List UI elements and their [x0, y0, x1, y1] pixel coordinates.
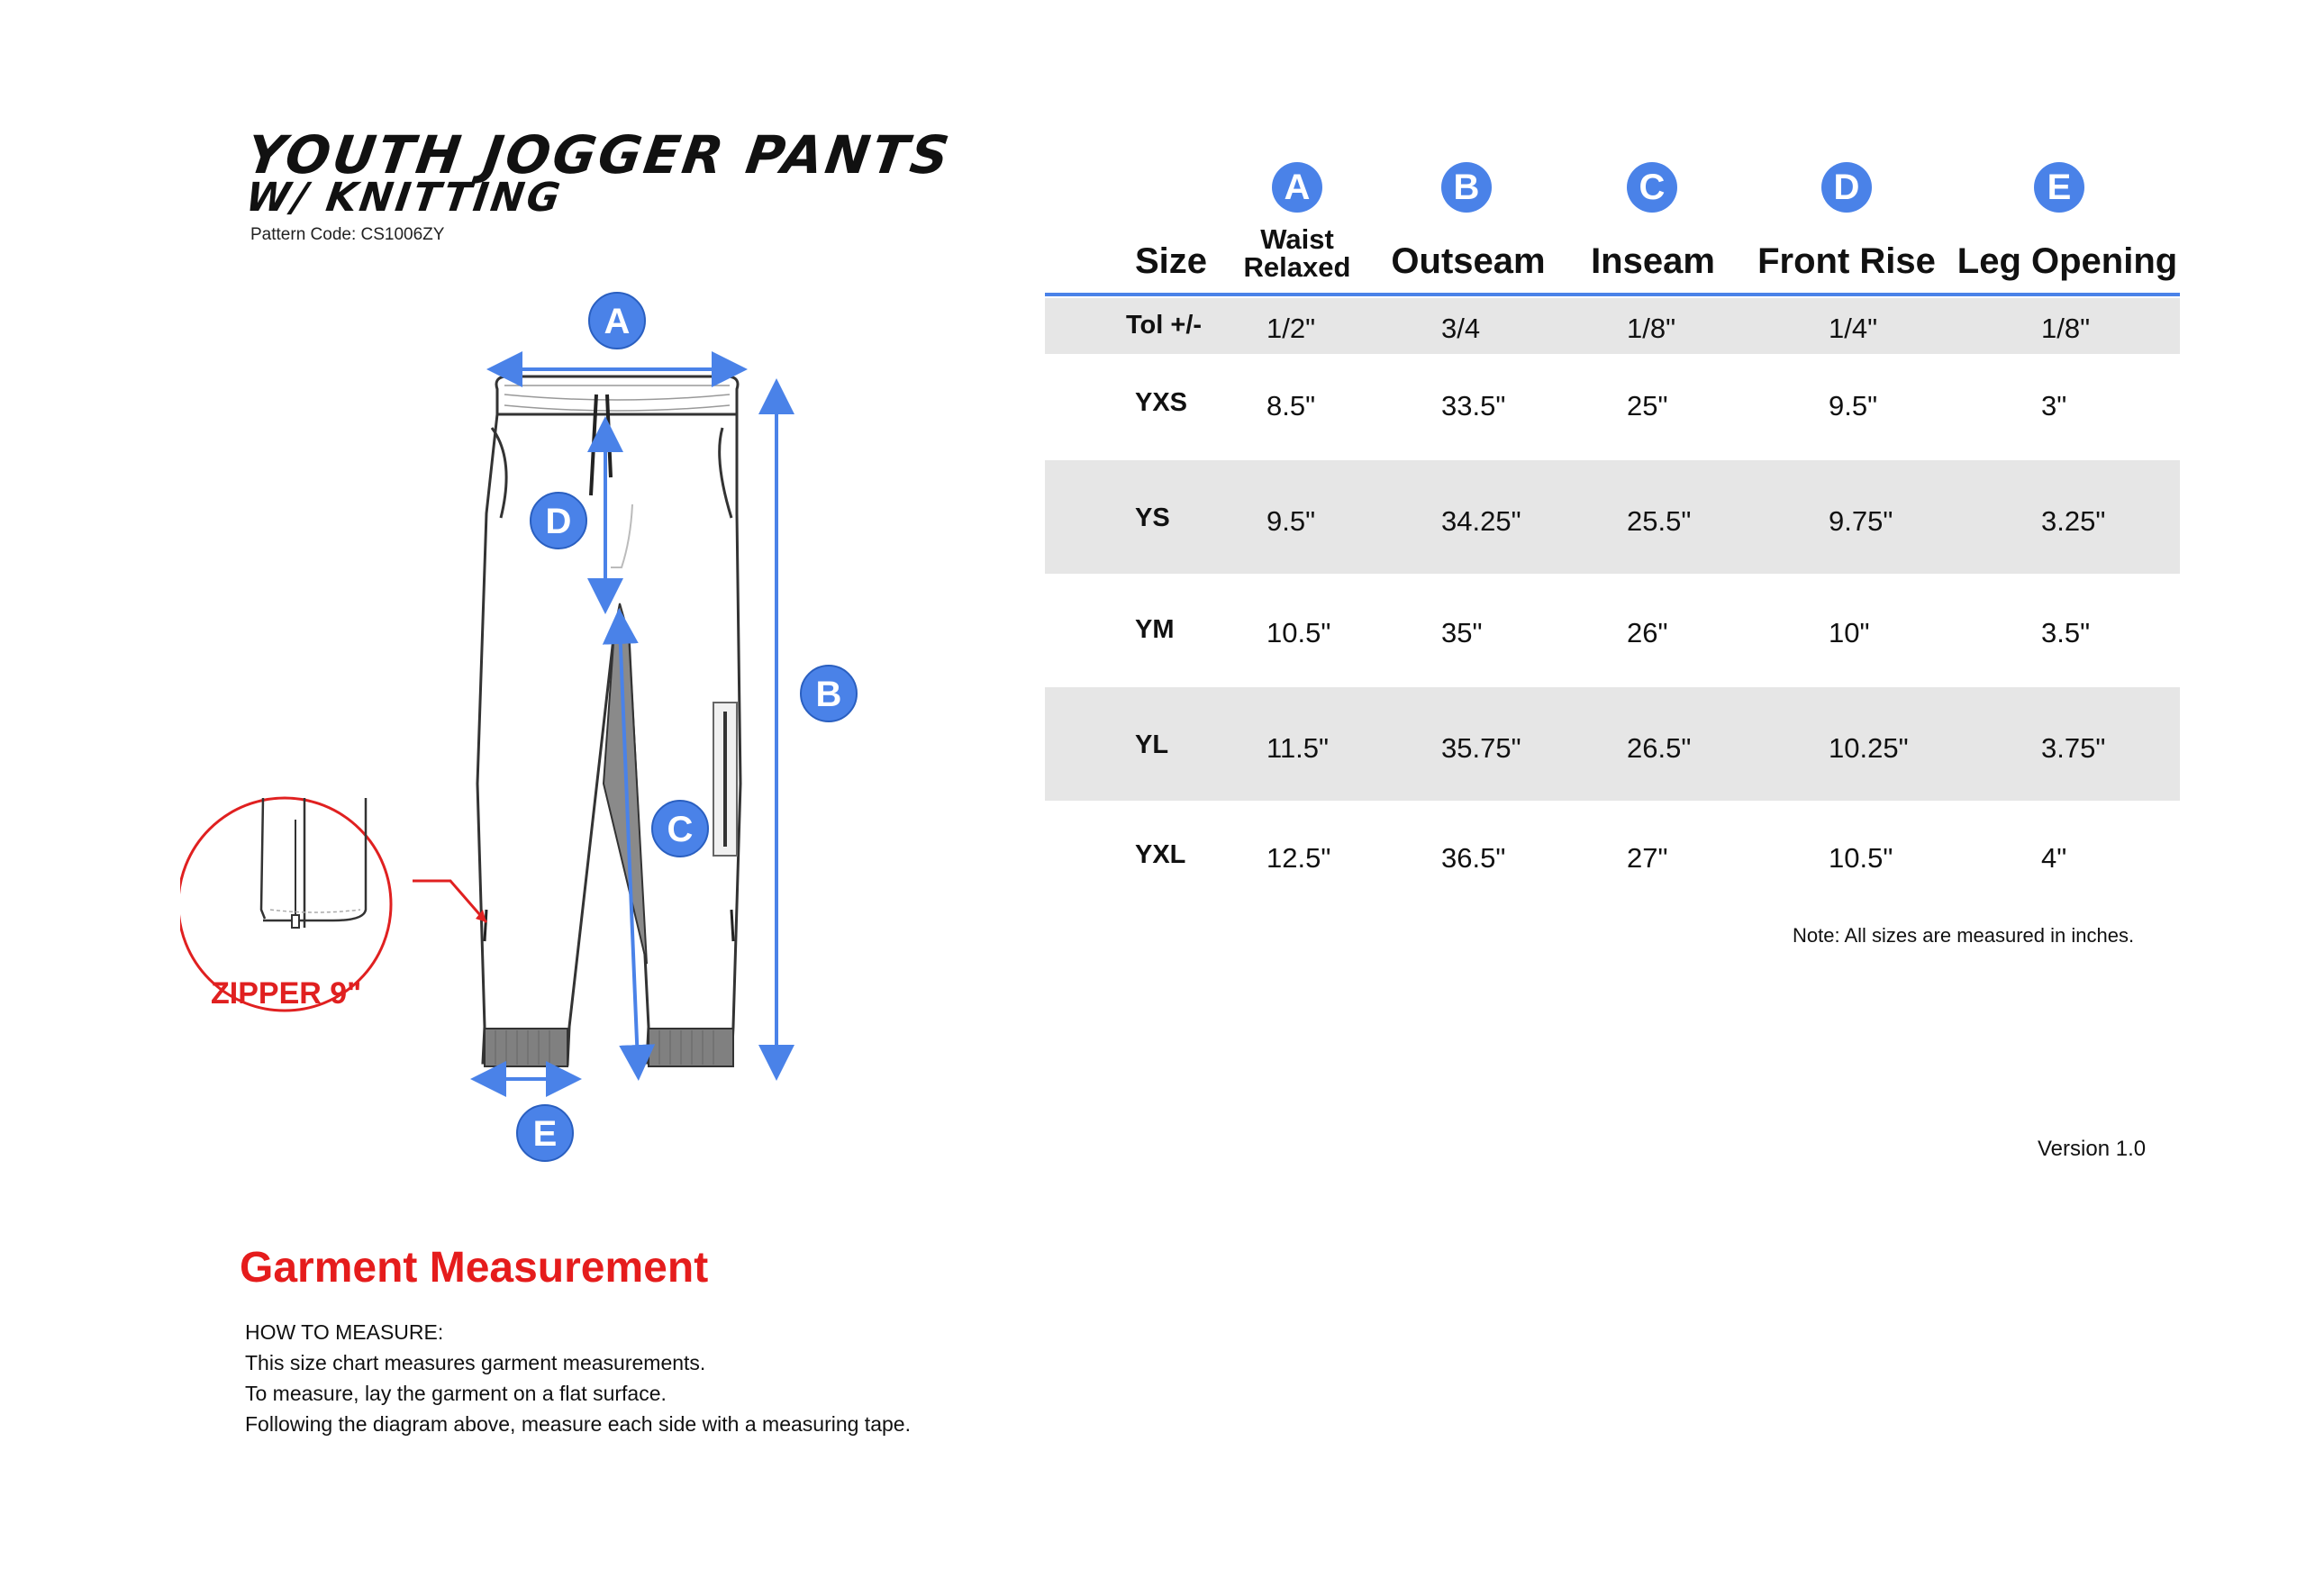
cell-c: 26": [1627, 617, 1668, 648]
cell-d: 9.5": [1829, 390, 1878, 422]
cell-d: 10": [1829, 617, 1870, 648]
leg-zipper-right: [731, 910, 733, 941]
header-inseam: Inseam: [1591, 241, 1715, 281]
how-to-measure-line: HOW TO MEASURE:: [245, 1320, 444, 1344]
svg-text:D: D: [545, 502, 572, 541]
badge-c: [652, 801, 708, 857]
cell-e: 1/8": [2041, 313, 2091, 344]
product-subtitle: W/ KNITTING: [242, 175, 566, 221]
cell-b: 34.25": [1441, 505, 1521, 537]
svg-text:A: A: [604, 302, 631, 341]
svg-text:B: B: [815, 675, 842, 714]
table-row-tol: [1045, 298, 2180, 354]
cell-c: 27": [1627, 842, 1668, 874]
cell-a: 12.5": [1266, 842, 1331, 874]
table-row: [1045, 354, 2180, 460]
pattern-code: Pattern Code: CS1006ZY: [250, 225, 445, 244]
cell-a: 10.5": [1266, 617, 1331, 648]
badge-d: D: [1821, 162, 1872, 213]
cell-size: Tol +/-: [1126, 311, 1203, 340]
table-row: [1045, 460, 2180, 574]
badge-e: [517, 1105, 573, 1161]
leg-zipper-left: [485, 910, 486, 941]
svg-text:C: C: [667, 810, 694, 849]
cell-size: YXL: [1135, 840, 1186, 869]
cell-a: 8.5": [1266, 390, 1316, 422]
badge-d: [531, 493, 586, 549]
how-to-measure-line: Following the diagram above, measure each side with a measuring tape.: [245, 1412, 911, 1436]
cell-c: 1/8": [1627, 313, 1676, 344]
cell-a: 9.5": [1266, 505, 1316, 537]
cell-b: 33.5": [1441, 390, 1506, 422]
cell-d: 1/4": [1829, 313, 1878, 344]
garment-measurement-heading: Garment Measurement: [240, 1244, 709, 1292]
cell-e: 3.25": [2041, 505, 2106, 537]
how-to-measure-line: This size chart measures garment measurements.: [245, 1351, 706, 1374]
cell-b: 35": [1441, 617, 1483, 648]
badge-e: E: [2034, 162, 2084, 213]
cuff-left: [485, 1029, 567, 1066]
cell-c: 25": [1627, 390, 1668, 422]
header-outseam: Outseam: [1391, 241, 1546, 281]
cell-a: 1/2": [1266, 313, 1316, 344]
cell-e: 4": [2041, 842, 2067, 874]
cell-d: 10.25": [1829, 732, 1909, 764]
cell-d: 9.75": [1829, 505, 1893, 537]
cell-size: YS: [1135, 503, 1170, 532]
header-front-rise: Front Rise: [1757, 241, 1936, 281]
header-divider: [1045, 293, 2180, 296]
header-waist: Waist Relaxed: [1243, 223, 1351, 283]
badge-a: [589, 293, 645, 349]
how-to-measure-line: To measure, lay the garment on a flat surface.: [245, 1382, 667, 1405]
cuff-right: [649, 1029, 733, 1066]
header-leg-opening: Leg Opening: [1956, 241, 2178, 281]
cell-size: YL: [1135, 730, 1169, 759]
zipper-pointer: [413, 881, 486, 922]
badge-b: [801, 666, 857, 721]
cell-e: 3": [2041, 390, 2067, 422]
badge-a: A: [1272, 162, 1322, 213]
cell-b: 36.5": [1441, 842, 1506, 874]
product-title: YOUTH JOGGER PANTS: [242, 124, 956, 186]
cell-e: 3.5": [2041, 617, 2091, 648]
table-note: Note: All sizes are measured in inches.: [1793, 924, 2135, 947]
cell-c: 25.5": [1627, 505, 1692, 537]
pants-diagram: [180, 279, 865, 1162]
badge-b: B: [1441, 162, 1492, 213]
version-label: Version 1.0: [2038, 1137, 2147, 1161]
table-row: [1045, 574, 2180, 687]
badge-c: C: [1627, 162, 1677, 213]
cell-size: YM: [1135, 615, 1175, 644]
cell-b: 3/4: [1441, 313, 1481, 344]
table-row: [1045, 801, 2180, 907]
header-size: Size: [1134, 241, 1208, 281]
cell-e: 3.75": [2041, 732, 2106, 764]
table-row: [1045, 687, 2180, 801]
svg-text:E: E: [532, 1114, 558, 1154]
cell-d: 10.5": [1829, 842, 1893, 874]
cell-size: YXS: [1135, 388, 1188, 417]
cell-c: 26.5": [1627, 732, 1692, 764]
zipper-label: ZIPPER 9": [211, 976, 362, 1011]
cell-b: 35.75": [1441, 732, 1521, 764]
cell-a: 11.5": [1266, 732, 1330, 764]
how-to-measure: [245, 1317, 911, 1439]
